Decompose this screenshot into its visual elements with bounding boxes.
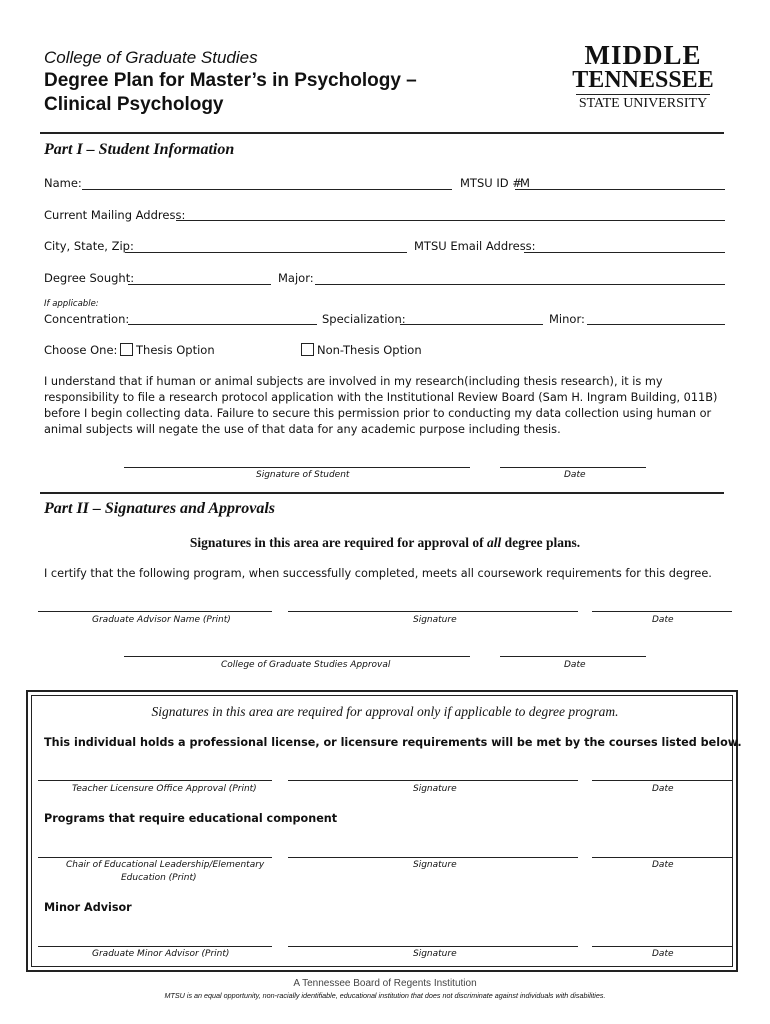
minor-advisor-field[interactable] (38, 946, 272, 947)
advisor-date-field[interactable] (592, 611, 732, 612)
chair-caption-line1: Chair of Educational Leadership/Elementary (66, 860, 265, 870)
required-all-em: all (487, 535, 502, 550)
major-field[interactable] (315, 284, 725, 285)
name-label: Name: (44, 176, 82, 190)
chair-signature-field[interactable] (288, 857, 578, 858)
eeo-footer: MTSU is an equal opportunity, non-racially identifiable, educational institution that does not discriminate against individuals with disabilities. (164, 991, 606, 1000)
cogs-date-caption: Date (564, 660, 586, 670)
required-all-post: degree plans. (501, 535, 581, 550)
teacher-date-field[interactable] (592, 780, 732, 781)
mailing-address-field[interactable] (176, 220, 725, 221)
cogs-approval-field[interactable] (124, 656, 470, 657)
minor-label: Minor: (549, 312, 585, 326)
non-thesis-option-label: Non-Thesis Option (317, 343, 422, 357)
part1-heading: Part I – Student Information (44, 141, 235, 158)
minor-advisor-caption: Graduate Minor Advisor (Print) (92, 949, 230, 959)
chair-field[interactable] (38, 857, 272, 858)
graduate-advisor-caption: Graduate Advisor Name (Print) (92, 615, 231, 625)
chair-signature-caption: Signature (413, 860, 457, 870)
name-field[interactable] (82, 189, 452, 190)
chair-date-caption: Date (652, 860, 674, 870)
header-divider (40, 132, 724, 134)
cogs-approval-caption: College of Graduate Studies Approval (221, 660, 391, 670)
optional-approvals-note: Signatures in this area are required for approval only if applicable to degree program. (151, 704, 619, 719)
city-state-zip-label: City, State, Zip: (44, 239, 134, 253)
mtsu-id-field[interactable] (515, 189, 725, 190)
graduate-advisor-field[interactable] (38, 611, 272, 612)
teacher-date-caption: Date (652, 784, 674, 794)
required-all-pre: Signatures in this area are required for approval of (189, 535, 487, 550)
form-title-line1: Degree Plan for Master’s in Psychology – (44, 70, 417, 91)
programs-heading: Programs that require educational component (44, 812, 338, 825)
advisor-signature-field[interactable] (288, 611, 578, 612)
license-statement: This individual holds a professional license, or licensure requirements will be met by the courses listed below. (44, 736, 742, 749)
concentration-label: Concentration: (44, 312, 130, 326)
city-state-zip-field[interactable] (125, 252, 407, 253)
student-date-field[interactable] (500, 467, 646, 468)
thesis-checkbox[interactable] (120, 343, 133, 356)
mailing-address-label: Current Mailing Address: (44, 208, 186, 222)
logo-line2: TENNESSEE (572, 67, 714, 93)
student-date-caption: Date (564, 470, 586, 480)
teacher-signature-field[interactable] (288, 780, 578, 781)
logo-line3: STATE UNIVERSITY (576, 94, 710, 113)
mtsu-id-label: MTSU ID # (460, 176, 522, 190)
email-field[interactable] (524, 252, 725, 253)
degree-sought-label: Degree Sought: (44, 271, 135, 285)
form-title-line2: Clinical Psychology (44, 94, 224, 115)
part1-divider (40, 492, 724, 494)
advisor-date-caption: Date (652, 615, 674, 625)
specialization-field[interactable] (400, 324, 543, 325)
thesis-option-label: Thesis Option (136, 343, 215, 357)
required-all-note (0, 535, 770, 551)
optional-approvals-box (26, 690, 738, 972)
specialization-label: Specialization: (322, 312, 406, 326)
mtsu-id-prefix: M (520, 176, 530, 190)
minor-date-field[interactable] (592, 946, 732, 947)
university-logo (572, 42, 714, 113)
student-signature-field[interactable] (124, 467, 470, 468)
cogs-date-field[interactable] (500, 656, 646, 657)
minor-signature-caption: Signature (413, 949, 457, 959)
advisor-signature-caption: Signature (413, 615, 457, 625)
minor-date-caption: Date (652, 949, 674, 959)
chair-date-field[interactable] (592, 857, 732, 858)
minor-signature-field[interactable] (288, 946, 578, 947)
student-signature-caption: Signature of Student (256, 470, 350, 480)
degree-sought-field[interactable] (128, 284, 271, 285)
minor-field[interactable] (587, 324, 725, 325)
non-thesis-checkbox[interactable] (301, 343, 314, 356)
major-label: Major: (278, 271, 314, 285)
teacher-licensure-caption: Teacher Licensure Office Approval (Print) (72, 784, 257, 794)
teacher-signature-caption: Signature (413, 784, 457, 794)
irb-statement: I understand that if human or animal subjects are involved in my research(including thesis research), it is my responsibility to file a research protocol application with the Institutional Review Board (Sam H. Ingram Building, 011B) before I begin collecting data. Failure to secure this permission prior to conducting my data collection using human or animal subjects will negate the use of that data for any academic purpose including thesis. (44, 375, 718, 436)
college-name: College of Graduate Studies (44, 48, 258, 67)
minor-advisor-heading: Minor Advisor (44, 901, 132, 914)
if-applicable-note: If applicable: (44, 299, 99, 309)
choose-one-label: Choose One: (44, 343, 118, 357)
chair-caption-line2: Education (Print) (121, 873, 197, 883)
logo-line1: MIDDLE (584, 40, 702, 70)
tbr-footer: A Tennessee Board of Regents Institution (293, 978, 477, 989)
teacher-licensure-field[interactable] (38, 780, 272, 781)
certify-statement: I certify that the following program, when successfully completed, meets all coursework requirements for this degree. (44, 567, 712, 580)
concentration-field[interactable] (128, 324, 317, 325)
email-label: MTSU Email Address: (414, 239, 536, 253)
part2-heading: Part II – Signatures and Approvals (44, 500, 276, 517)
